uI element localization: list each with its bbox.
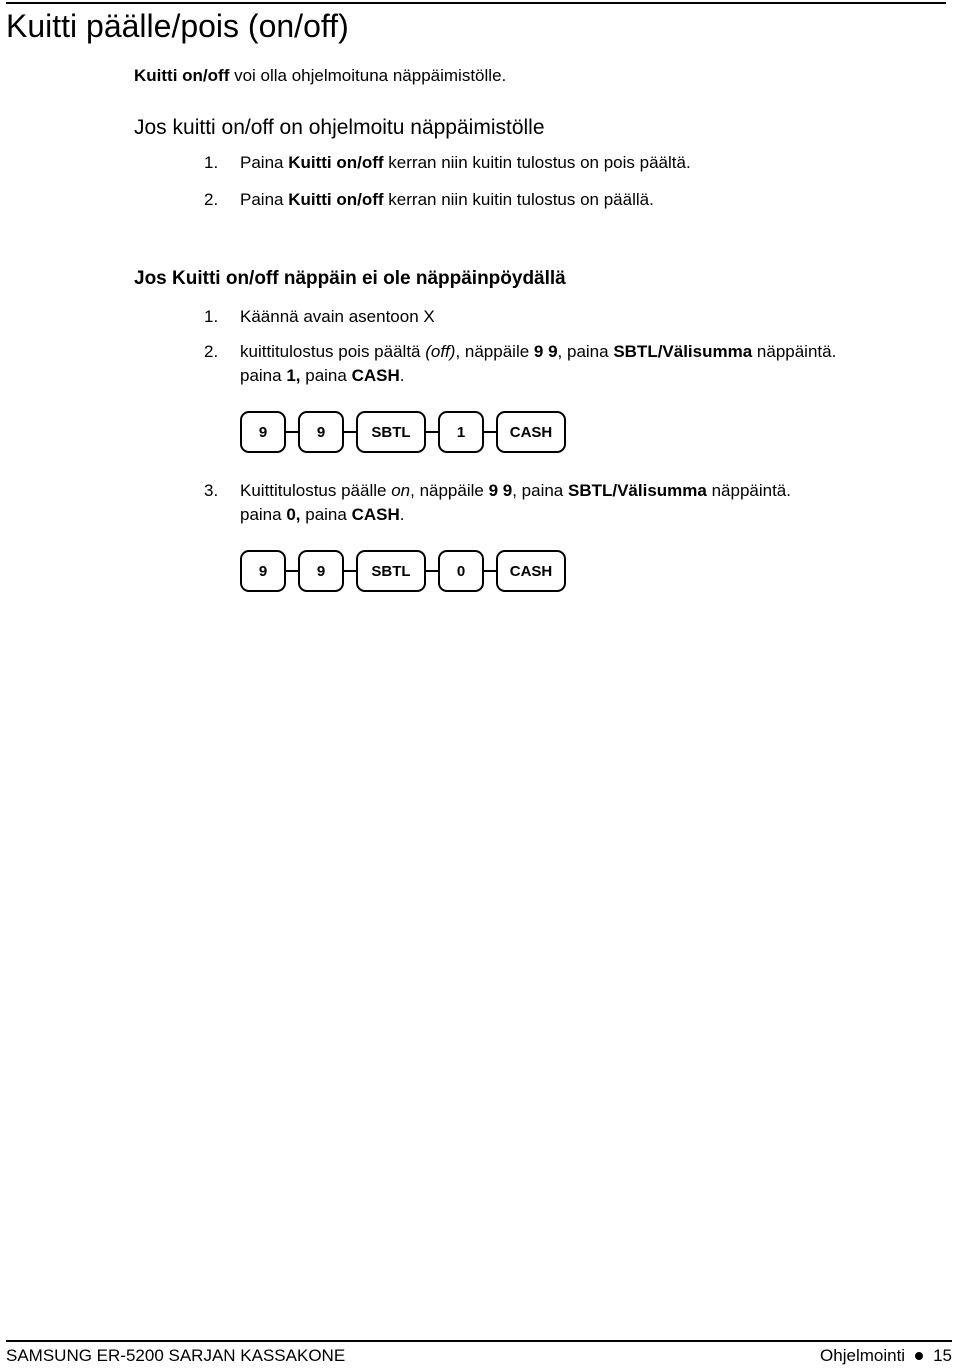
key-9: 9 bbox=[240, 411, 286, 453]
section2-step-1: 1. Käännä avain asentoon X bbox=[204, 307, 435, 326]
key-connector bbox=[286, 431, 298, 433]
key-sequence-on bbox=[240, 548, 566, 594]
key-9: 9 bbox=[298, 411, 344, 453]
section2-heading: Jos Kuitti on/off näppäin ei ole näppäinpöydällä bbox=[134, 268, 566, 289]
key-connector bbox=[344, 570, 356, 572]
key-0: 0 bbox=[438, 550, 484, 592]
section1-heading: Jos kuitti on/off on ohjelmoitu näppäimistölle bbox=[134, 116, 545, 139]
key-connector bbox=[484, 570, 496, 572]
intro-key: Kuitti on/off bbox=[134, 66, 230, 85]
key-cash: CASH bbox=[496, 411, 566, 453]
footer-section: Ohjelmointi bbox=[820, 1346, 906, 1365]
key-connector bbox=[426, 570, 438, 572]
footer-page-info bbox=[820, 1346, 952, 1366]
intro-text bbox=[134, 66, 506, 86]
key-cash: CASH bbox=[496, 550, 566, 592]
section1-step-2: 2. Paina Kuitti on/off kerran niin kuitin tulostus on päällä. bbox=[204, 190, 654, 209]
section2-step-3: 3. Kuittitulostus päälle on, näppäile 9 9, paina SBTL/Välisumma näppäintä. paina 0, paina CASH. bbox=[204, 481, 791, 524]
footer-page-number: 15 bbox=[933, 1346, 952, 1365]
key-connector bbox=[344, 431, 356, 433]
key-9: 9 bbox=[240, 550, 286, 592]
key-sequence-off bbox=[240, 409, 566, 455]
key-connector bbox=[426, 431, 438, 433]
key-sbtl: SBTL bbox=[356, 411, 426, 453]
section2-step-2: 2. kuittitulostus pois päältä (off), näppäile 9 9, paina SBTL/Välisumma näppäintä. paina 1, paina CASH. bbox=[204, 342, 837, 385]
key-9: 9 bbox=[298, 550, 344, 592]
key-1: 1 bbox=[438, 411, 484, 453]
intro-rest: voi olla ohjelmoituna näppäimistölle. bbox=[229, 66, 507, 85]
key-connector bbox=[484, 431, 496, 433]
key-connector bbox=[286, 570, 298, 572]
bullet-icon bbox=[915, 1352, 923, 1360]
footer-rule bbox=[6, 1340, 952, 1342]
section1-step-1: 1. Paina Kuitti on/off kerran niin kuitin tulostus on pois päältä. bbox=[204, 153, 691, 172]
top-rule bbox=[6, 2, 946, 4]
page-title: Kuitti päälle/pois (on/off) bbox=[6, 8, 349, 44]
footer-product: SAMSUNG ER-5200 SARJAN KASSAKONE bbox=[6, 1346, 346, 1365]
key-sbtl: SBTL bbox=[356, 550, 426, 592]
